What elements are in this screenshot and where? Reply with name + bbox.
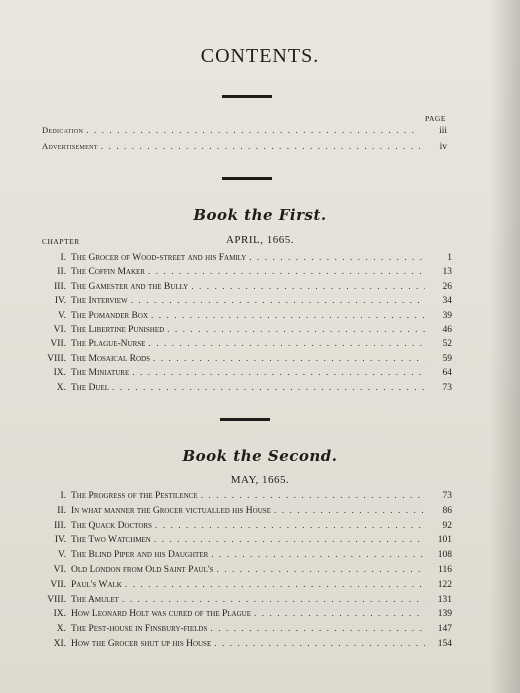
chapter-title: The Libertine Punished (71, 325, 165, 335)
chapter-row (0, 521, 452, 535)
leader-dots (101, 142, 420, 152)
chapter-title: The Pomander Box (71, 310, 149, 321)
page-number: 122 (437, 579, 452, 590)
leader-dots (148, 339, 425, 349)
leader-dots (191, 282, 425, 292)
chapter-row (0, 368, 452, 382)
chapter-number: III. (54, 281, 66, 292)
leader-dots (86, 126, 420, 136)
front-matter-label: Dedication (42, 125, 84, 135)
page-number: 101 (437, 535, 452, 546)
page-number: 139 (437, 609, 452, 620)
leader-dots (254, 609, 425, 619)
chapter-row (0, 339, 452, 353)
chapter-row (0, 550, 452, 564)
divider-rule (222, 95, 272, 98)
chapter-title: Old London from Old Saint Paul's (71, 565, 214, 575)
front-matter-label: Advertisement (42, 141, 98, 151)
chapter-row (0, 296, 452, 310)
chapter-row (0, 267, 452, 281)
chapter-title: The Blind Piper and his Daughter (71, 550, 209, 561)
page-number: 13 (442, 267, 452, 278)
page-number: iv (439, 142, 447, 152)
chapter-number: II. (57, 267, 66, 278)
front-matter-row (42, 125, 447, 139)
chapter-row (0, 609, 452, 623)
page-number: iii (439, 126, 447, 136)
chapter-title: The Quack Doctors (71, 520, 152, 531)
chapter-row (0, 595, 452, 609)
chapter-title: How the Grocer shut up his House (71, 639, 212, 649)
chapter-row (0, 354, 452, 368)
leader-dots (201, 491, 425, 501)
book-month: MAY, 1665. (230, 474, 290, 486)
page-number: 86 (442, 505, 452, 516)
book-heading: Book the Second. (182, 447, 338, 465)
chapter-title: The Amulet (71, 594, 119, 605)
leader-dots (167, 325, 425, 335)
leader-dots (216, 565, 425, 575)
page-number: 1 (447, 253, 452, 263)
chapter-row (0, 491, 452, 505)
leader-dots (132, 368, 425, 378)
leader-dots (155, 521, 425, 531)
chapter-title: The Coffin Maker (71, 267, 145, 278)
leader-dots (122, 595, 425, 605)
divider-rule (222, 177, 272, 180)
chapter-row (0, 506, 452, 520)
front-matter-row (42, 141, 447, 155)
chapter-number: VI. (53, 565, 66, 575)
leader-dots (125, 580, 425, 590)
chapter-title: The Progress of the Pestilence (71, 491, 198, 501)
chapter-title: The Interview (71, 296, 128, 307)
page-number: 116 (438, 565, 452, 575)
page-number: 34 (442, 296, 452, 307)
chapter-column-label: CHAPTER (42, 237, 80, 246)
leader-dots (153, 354, 425, 364)
leader-dots (112, 383, 425, 393)
leader-dots (154, 535, 425, 545)
chapter-row (0, 383, 452, 397)
chapter-number: IV. (54, 535, 66, 546)
chapter-number: VII. (50, 579, 66, 590)
chapter-row (0, 580, 452, 594)
chapter-title: The Miniature (71, 368, 130, 379)
chapter-row (0, 639, 452, 653)
leader-dots (210, 624, 425, 634)
chapter-row (0, 311, 452, 325)
page-number: 92 (442, 520, 452, 531)
page-number: 131 (437, 594, 452, 605)
page-number: 59 (442, 353, 452, 364)
leader-dots (211, 550, 425, 560)
chapter-title: How Leonard Holt was cured of the Plague (71, 609, 252, 620)
chapter-title: In what manner the Grocer victualled his House (71, 505, 271, 516)
chapter-row (0, 282, 452, 296)
leader-dots (131, 296, 425, 306)
chapter-number: V. (57, 310, 66, 321)
chapter-title: The Mosaical Rods (71, 353, 151, 364)
chapter-number: III. (54, 520, 66, 531)
page-number: 108 (437, 550, 452, 561)
chapter-title: The Grocer of Wood-street and his Family (71, 253, 247, 263)
chapter-number: VII. (50, 339, 66, 350)
page-column-header: PAGE (425, 114, 446, 123)
page-number: 73 (442, 382, 452, 393)
chapter-number: VI. (53, 325, 66, 335)
chapter-number: II. (57, 505, 66, 516)
leader-dots (214, 639, 425, 649)
chapter-row (0, 253, 452, 267)
page-number: 147 (437, 624, 452, 635)
leader-dots (151, 311, 425, 321)
chapter-title: The Plague-Nurse (71, 339, 146, 350)
book-month: APRIL, 1665. (225, 234, 295, 246)
chapter-number: VIII. (47, 594, 66, 605)
chapter-title: The Duel (71, 382, 109, 393)
chapter-number: IX. (53, 368, 66, 379)
leader-dots (249, 253, 425, 263)
page-number: 73 (442, 491, 452, 501)
chapter-row (0, 325, 452, 339)
chapter-row (0, 624, 452, 638)
leader-dots (274, 506, 425, 516)
chapter-number: XI. (53, 639, 66, 649)
chapter-number: IV. (54, 296, 66, 307)
page-number: 64 (442, 368, 452, 379)
chapter-number: X. (56, 624, 66, 635)
leader-dots (148, 267, 425, 277)
page-number: 52 (442, 339, 452, 350)
page-number: 39 (442, 310, 452, 321)
page-number: 46 (442, 325, 452, 335)
chapter-title: Paul's Walk (71, 579, 122, 590)
chapter-number: I. (60, 491, 66, 501)
page-number: 26 (442, 281, 452, 292)
book-heading: Book the First. (193, 206, 327, 224)
chapter-number: V. (57, 550, 66, 561)
chapter-row (0, 565, 452, 579)
chapter-title: The Pest-house in Finsbury-fields (71, 624, 208, 635)
chapter-number: X. (56, 382, 66, 393)
chapter-number: I. (60, 253, 66, 263)
chapter-number: VIII. (47, 353, 66, 364)
chapter-number: IX. (53, 609, 66, 620)
page-title: CONTENTS. (200, 45, 320, 67)
chapter-title: The Two Watchmen (71, 535, 151, 546)
chapter-row (0, 535, 452, 549)
page-number: 154 (437, 639, 452, 649)
chapter-title: The Gamester and the Bully (71, 281, 189, 292)
divider-rule (220, 418, 270, 421)
